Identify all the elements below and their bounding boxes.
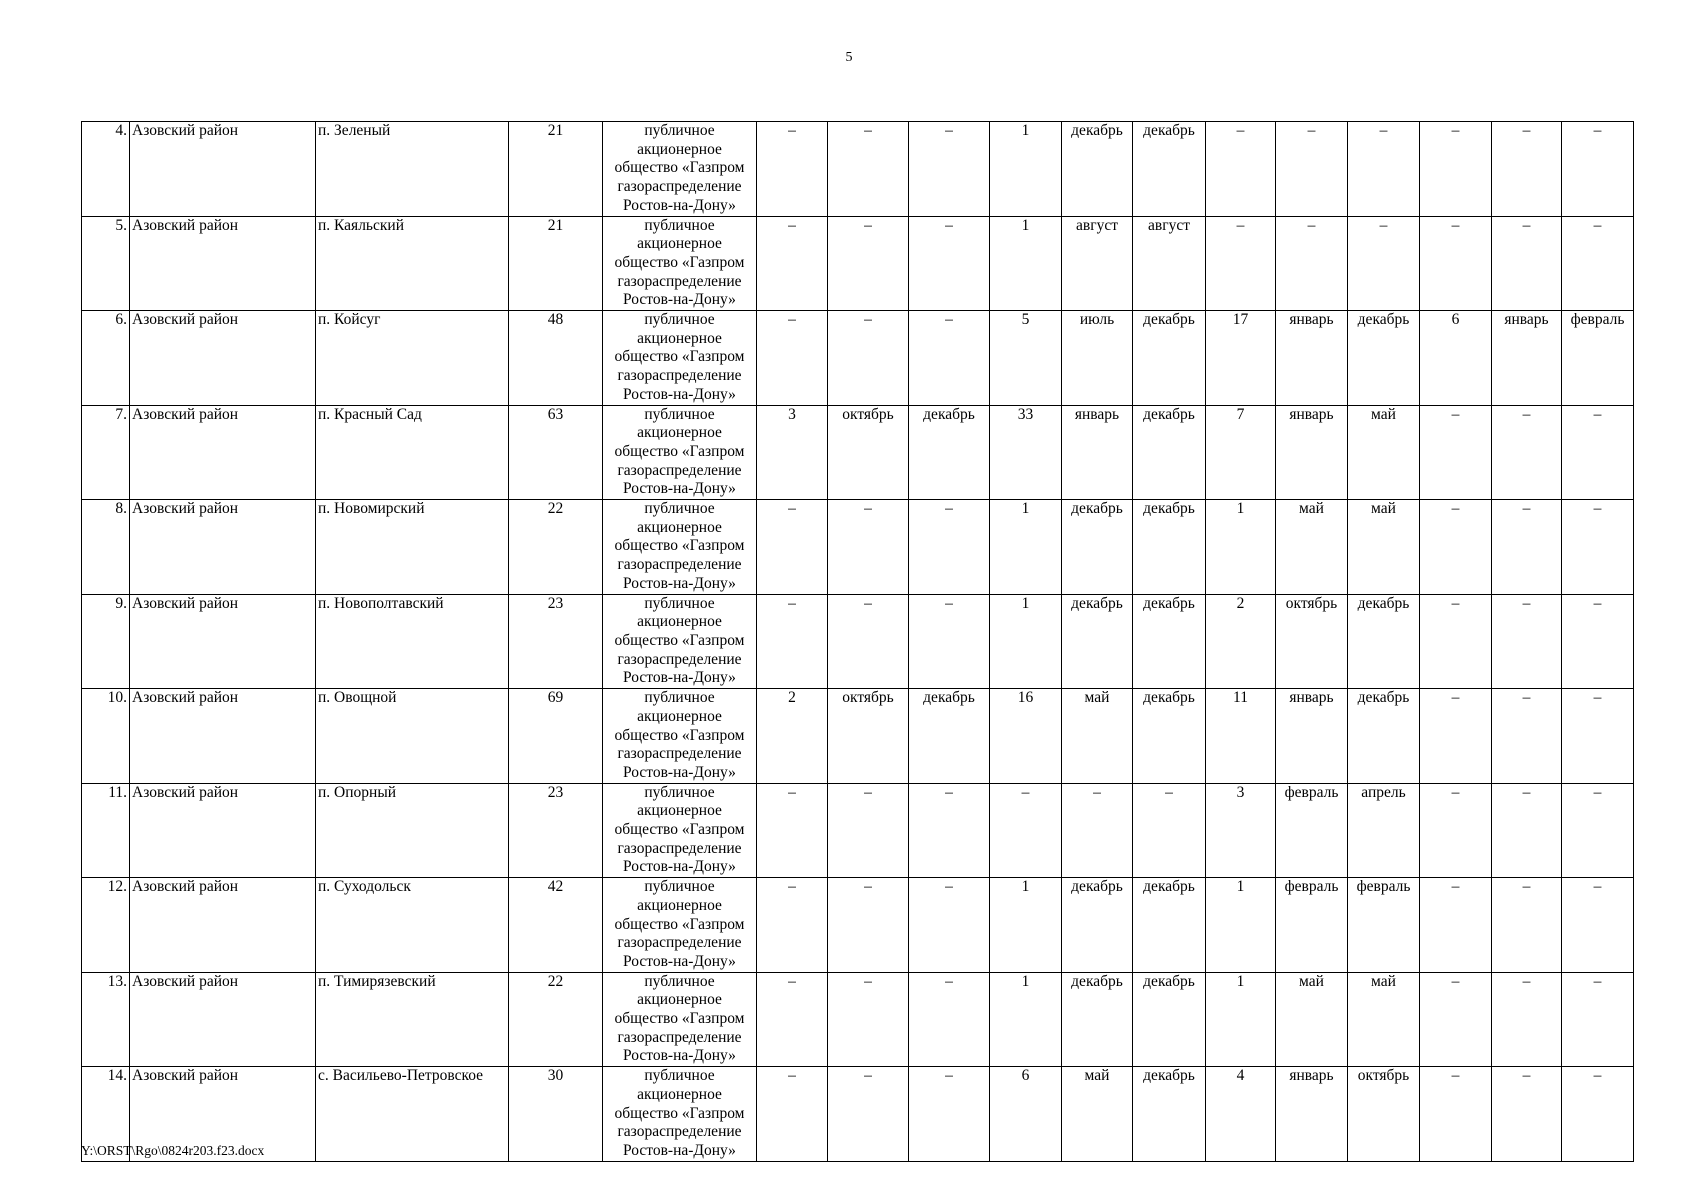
settlement-cell: п. Опорный — [316, 783, 509, 878]
schedule-cell: январь — [1276, 311, 1348, 406]
row-number-cell: 5. — [82, 216, 130, 311]
schedule-cell: – — [1420, 878, 1492, 973]
schedule-cell: май — [1276, 500, 1348, 595]
schedule-cell: – — [1492, 783, 1562, 878]
schedule-cell: 6 — [990, 1067, 1062, 1162]
table-row — [82, 783, 1634, 878]
schedule-cell: – — [1062, 783, 1133, 878]
schedule-cell: – — [1492, 405, 1562, 500]
district-cell: Азовский район — [130, 500, 316, 595]
table-row — [82, 405, 1634, 500]
schedule-cell: – — [757, 311, 828, 406]
schedule-cell: июль — [1062, 311, 1133, 406]
settlement-cell: п. Овощной — [316, 689, 509, 784]
schedule-cell: – — [990, 783, 1062, 878]
schedule-cell: январь — [1276, 1067, 1348, 1162]
schedule-cell: август — [1062, 216, 1133, 311]
settlement-cell: п. Суходольск — [316, 878, 509, 973]
schedule-cell: 5 — [990, 311, 1062, 406]
schedule-cell: – — [1206, 122, 1276, 217]
row-number-cell: 12. — [82, 878, 130, 973]
count-cell: 69 — [509, 689, 603, 784]
schedule-cell: – — [757, 783, 828, 878]
table-row — [82, 594, 1634, 689]
schedule-cell: – — [1492, 689, 1562, 784]
schedule-cell: – — [1562, 405, 1634, 500]
schedule-cell: – — [828, 1067, 909, 1162]
schedule-cell: – — [909, 311, 990, 406]
schedule-cell: – — [1492, 972, 1562, 1067]
schedule-cell: 7 — [1206, 405, 1276, 500]
schedule-cell: – — [828, 216, 909, 311]
schedule-cell: май — [1062, 689, 1133, 784]
count-cell: 22 — [509, 500, 603, 595]
row-number-cell: 11. — [82, 783, 130, 878]
schedule-cell: – — [828, 878, 909, 973]
schedule-cell: май — [1348, 405, 1420, 500]
schedule-cell: декабрь — [1133, 594, 1206, 689]
organization-cell: публичное акционерное общество «Газпром газораспределение Ростов-на-Дону» — [603, 594, 757, 689]
schedule-cell: октябрь — [828, 689, 909, 784]
schedule-cell: – — [757, 500, 828, 595]
district-cell: Азовский район — [130, 783, 316, 878]
schedule-cell: май — [1062, 1067, 1133, 1162]
schedule-cell: 1 — [990, 216, 1062, 311]
row-number-cell: 14. — [82, 1067, 130, 1162]
schedule-cell: – — [909, 216, 990, 311]
organization-cell: публичное акционерное общество «Газпром газораспределение Ростов-на-Дону» — [603, 1067, 757, 1162]
schedule-cell: 6 — [1420, 311, 1492, 406]
schedule-cell: – — [1492, 500, 1562, 595]
schedule-cell: – — [828, 500, 909, 595]
schedule-cell: февраль — [1276, 783, 1348, 878]
schedule-cell: – — [1420, 783, 1492, 878]
schedule-cell: – — [909, 594, 990, 689]
schedule-cell: – — [1420, 594, 1492, 689]
schedule-cell: январь — [1276, 689, 1348, 784]
schedule-cell: 3 — [1206, 783, 1276, 878]
table-body — [82, 122, 1634, 1162]
schedule-cell: – — [1492, 594, 1562, 689]
table-row — [82, 972, 1634, 1067]
organization-cell: публичное акционерное общество «Газпром газораспределение Ростов-на-Дону» — [603, 972, 757, 1067]
schedule-cell: – — [1420, 689, 1492, 784]
schedule-cell: – — [1420, 405, 1492, 500]
schedule-cell: – — [1492, 122, 1562, 217]
schedule-cell: декабрь — [1348, 594, 1420, 689]
settlements-table — [81, 121, 1634, 1162]
schedule-cell: 4 — [1206, 1067, 1276, 1162]
table-row — [82, 216, 1634, 311]
table-row — [82, 311, 1634, 406]
table-row — [82, 500, 1634, 595]
schedule-cell: – — [1562, 878, 1634, 973]
schedule-cell: – — [1562, 216, 1634, 311]
schedule-cell: – — [757, 122, 828, 217]
schedule-cell: – — [828, 783, 909, 878]
schedule-cell: – — [1206, 216, 1276, 311]
organization-cell: публичное акционерное общество «Газпром газораспределение Ростов-на-Дону» — [603, 122, 757, 217]
count-cell: 21 — [509, 216, 603, 311]
schedule-cell: – — [909, 878, 990, 973]
schedule-cell: – — [757, 972, 828, 1067]
schedule-cell: февраль — [1348, 878, 1420, 973]
schedule-cell: май — [1348, 972, 1420, 1067]
schedule-cell: декабрь — [1062, 122, 1133, 217]
count-cell: 23 — [509, 783, 603, 878]
schedule-cell: – — [757, 878, 828, 973]
schedule-cell: – — [1562, 972, 1634, 1067]
schedule-cell: декабрь — [1062, 500, 1133, 595]
district-cell: Азовский район — [130, 972, 316, 1067]
schedule-cell: май — [1348, 500, 1420, 595]
district-cell: Азовский район — [130, 1067, 316, 1162]
schedule-cell: апрель — [1348, 783, 1420, 878]
page-number: 5 — [845, 50, 853, 65]
schedule-cell: – — [1562, 689, 1634, 784]
table-row — [82, 1067, 1634, 1162]
settlement-cell: п. Красный Сад — [316, 405, 509, 500]
schedule-cell: декабрь — [1348, 311, 1420, 406]
district-cell: Азовский район — [130, 216, 316, 311]
schedule-cell: – — [909, 122, 990, 217]
schedule-cell: 16 — [990, 689, 1062, 784]
schedule-cell: – — [909, 972, 990, 1067]
schedule-cell: 17 — [1206, 311, 1276, 406]
schedule-cell: январь — [1492, 311, 1562, 406]
schedule-cell: февраль — [1276, 878, 1348, 973]
settlement-cell: п. Новополтавский — [316, 594, 509, 689]
settlement-cell: п. Новомирский — [316, 500, 509, 595]
count-cell: 48 — [509, 311, 603, 406]
schedule-cell: 3 — [757, 405, 828, 500]
schedule-cell: – — [1276, 122, 1348, 217]
schedule-cell: – — [828, 972, 909, 1067]
schedule-cell: 33 — [990, 405, 1062, 500]
schedule-cell: октябрь — [1348, 1067, 1420, 1162]
organization-cell: публичное акционерное общество «Газпром газораспределение Ростов-на-Дону» — [603, 311, 757, 406]
schedule-cell: декабрь — [1133, 1067, 1206, 1162]
schedule-cell: – — [909, 500, 990, 595]
schedule-cell: декабрь — [909, 689, 990, 784]
row-number-cell: 9. — [82, 594, 130, 689]
district-cell: Азовский район — [130, 122, 316, 217]
schedule-cell: – — [1420, 500, 1492, 595]
schedule-cell: – — [1562, 783, 1634, 878]
district-cell: Азовский район — [130, 594, 316, 689]
row-number-cell: 8. — [82, 500, 130, 595]
count-cell: 30 — [509, 1067, 603, 1162]
row-number-cell: 4. — [82, 122, 130, 217]
schedule-cell: декабрь — [1062, 878, 1133, 973]
schedule-cell: декабрь — [909, 405, 990, 500]
schedule-cell: – — [1133, 783, 1206, 878]
count-cell: 21 — [509, 122, 603, 217]
organization-cell: публичное акционерное общество «Газпром газораспределение Ростов-на-Дону» — [603, 689, 757, 784]
schedule-cell: – — [757, 1067, 828, 1162]
schedule-cell: – — [1562, 500, 1634, 595]
district-cell: Азовский район — [130, 689, 316, 784]
row-number-cell: 10. — [82, 689, 130, 784]
schedule-cell: 1 — [1206, 972, 1276, 1067]
schedule-cell: – — [1420, 1067, 1492, 1162]
settlement-cell: п. Каяльский — [316, 216, 509, 311]
schedule-cell: – — [1420, 216, 1492, 311]
schedule-cell: декабрь — [1062, 972, 1133, 1067]
organization-cell: публичное акционерное общество «Газпром газораспределение Ростов-на-Дону» — [603, 500, 757, 595]
schedule-cell: 2 — [1206, 594, 1276, 689]
schedule-cell: декабрь — [1133, 689, 1206, 784]
schedule-cell: – — [1492, 1067, 1562, 1162]
schedule-cell: февраль — [1562, 311, 1634, 406]
schedule-cell: – — [1562, 1067, 1634, 1162]
count-cell: 23 — [509, 594, 603, 689]
schedule-cell: январь — [1062, 405, 1133, 500]
schedule-cell: – — [1420, 972, 1492, 1067]
organization-cell: публичное акционерное общество «Газпром газораспределение Ростов-на-Дону» — [603, 405, 757, 500]
schedule-cell: – — [828, 122, 909, 217]
schedule-cell: – — [828, 594, 909, 689]
schedule-cell: – — [1348, 122, 1420, 217]
settlement-cell: п. Тимирязевский — [316, 972, 509, 1067]
table-row — [82, 689, 1634, 784]
organization-cell: публичное акционерное общество «Газпром газораспределение Ростов-на-Дону» — [603, 783, 757, 878]
schedule-cell: – — [1276, 216, 1348, 311]
schedule-cell: – — [909, 783, 990, 878]
district-cell: Азовский район — [130, 405, 316, 500]
schedule-cell: – — [1562, 122, 1634, 217]
schedule-cell: декабрь — [1133, 878, 1206, 973]
district-cell: Азовский район — [130, 878, 316, 973]
schedule-cell: – — [1420, 122, 1492, 217]
schedule-cell: 1 — [990, 594, 1062, 689]
organization-cell: публичное акционерное общество «Газпром газораспределение Ростов-на-Дону» — [603, 878, 757, 973]
schedule-cell: октябрь — [1276, 594, 1348, 689]
schedule-cell: декабрь — [1348, 689, 1420, 784]
schedule-cell: 2 — [757, 689, 828, 784]
schedule-cell: – — [1492, 216, 1562, 311]
schedule-cell: январь — [1276, 405, 1348, 500]
schedule-cell: 1 — [990, 972, 1062, 1067]
schedule-cell: май — [1276, 972, 1348, 1067]
schedule-cell: август — [1133, 216, 1206, 311]
row-number-cell: 6. — [82, 311, 130, 406]
organization-cell: публичное акционерное общество «Газпром газораспределение Ростов-на-Дону» — [603, 216, 757, 311]
schedule-cell: 11 — [1206, 689, 1276, 784]
table-row — [82, 878, 1634, 973]
schedule-cell: декабрь — [1062, 594, 1133, 689]
count-cell: 63 — [509, 405, 603, 500]
row-number-cell: 7. — [82, 405, 130, 500]
schedule-cell: октябрь — [828, 405, 909, 500]
schedule-cell: – — [828, 311, 909, 406]
settlement-cell: п. Зеленый — [316, 122, 509, 217]
count-cell: 42 — [509, 878, 603, 973]
schedule-cell: декабрь — [1133, 311, 1206, 406]
schedule-cell: декабрь — [1133, 500, 1206, 595]
schedule-cell: декабрь — [1133, 405, 1206, 500]
schedule-cell: – — [757, 594, 828, 689]
schedule-cell: – — [1562, 594, 1634, 689]
schedule-cell: – — [1348, 216, 1420, 311]
schedule-cell: – — [757, 216, 828, 311]
district-cell: Азовский район — [130, 311, 316, 406]
schedule-cell: декабрь — [1133, 122, 1206, 217]
schedule-cell: 1 — [990, 878, 1062, 973]
row-number-cell: 13. — [82, 972, 130, 1067]
schedule-cell: декабрь — [1133, 972, 1206, 1067]
settlement-cell: п. Койсуг — [316, 311, 509, 406]
count-cell: 22 — [509, 972, 603, 1067]
schedule-cell: 1 — [990, 500, 1062, 595]
schedule-cell: – — [909, 1067, 990, 1162]
schedule-cell: – — [1492, 878, 1562, 973]
table-row — [82, 122, 1634, 217]
schedule-cell: 1 — [1206, 500, 1276, 595]
schedule-cell: 1 — [1206, 878, 1276, 973]
schedule-cell: 1 — [990, 122, 1062, 217]
settlement-cell: с. Васильево-Петровское — [316, 1067, 509, 1162]
footer-file-path: Y:\ORST\Rgo\0824r203.f23.docx — [81, 1143, 265, 1158]
